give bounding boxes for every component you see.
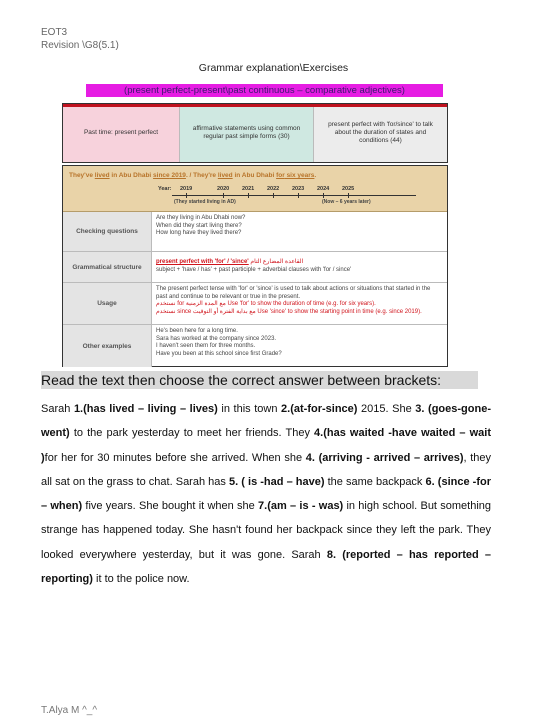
row-label: Checking questions — [63, 212, 152, 251]
banner-sentence: They've lived in Abu Dhabi since 2019. / They're lived in Abu Dhabi for six years. — [69, 172, 317, 179]
paragraph-text: in this town — [217, 403, 282, 415]
exercise-paragraph — [41, 397, 491, 591]
page-title: Grammar explanation\Exercises — [198, 62, 349, 74]
exercise-heading: Read the text then choose the correct answer between brackets: — [41, 371, 478, 389]
answer-choice: 7.(am – is - was) — [258, 500, 344, 513]
highlight-band: (present perfect-present\past continuous – comparative adjectives) — [86, 84, 443, 97]
paragraph-text: it to the police now. — [92, 573, 190, 586]
timeline-axis — [172, 195, 416, 196]
paragraph-text: five years. She bought it when she — [82, 500, 259, 513]
purple-table — [62, 103, 448, 163]
purple-cell-1: Past time: present perfect — [63, 104, 180, 162]
row-label: Other examples — [63, 325, 152, 367]
answer-choice: 4.(has waited -have waited – wait ) — [41, 427, 491, 464]
paragraph-text: to the park yesterday to meet her friends. They — [69, 427, 315, 440]
example-banner — [63, 166, 447, 212]
header-line1: EOT3 — [41, 27, 68, 38]
timeline-note-right: (Now – 6 years later) — [322, 199, 371, 205]
row-content: present perfect with 'for' / 'since' القاعدة المضارع التام subject + 'have / has' + past participle + adverbial clauses with 'for / since' — [156, 259, 352, 273]
answer-choice: 5. ( is -had – have) — [229, 475, 325, 488]
row-content: Are they living in Abu Dhabi now? When did they start living there? How long have they lived there? — [156, 215, 246, 236]
timeline-note-left: (They started living in AD) — [174, 199, 236, 205]
answer-choice: 6. (since -for – when) — [41, 475, 491, 513]
timeline-year: 2022 — [267, 186, 280, 192]
paragraph-text: Sarah — [41, 403, 74, 415]
row-content: The present perfect tense with 'for' or 'since' is used to talk about actions or situations that started in the past and continue to be relevant or true in the present. نستخدم for مع المدة الزمنية Use 'for' to show the duration of time (e.g. for six years). نستخدم since مع بداية الفترة أو التوقيت Use 'since' to show the starting point in time (e.g. since 2019). — [156, 286, 431, 315]
header-line2: Revision \G8(5.1) — [41, 40, 119, 51]
timeline-label: Year: — [158, 186, 172, 192]
answer-choice: 2.(at-for-since) — [281, 403, 358, 415]
paragraph-text: for her for 30 minutes before she arrived. When she — [44, 451, 306, 464]
table-top-border — [63, 104, 447, 107]
paragraph-text: 2015. She — [357, 403, 416, 415]
purple-cell-3: present perfect with 'for/since' to talk about the duration of states and conditions (44) — [314, 104, 447, 162]
info-table — [62, 165, 448, 367]
answer-choice: 4. (arriving - arrived – arrives) — [305, 451, 464, 464]
row-usage — [63, 283, 447, 325]
answer-choice: 3. (goes-gone-went) — [41, 403, 491, 440]
structure-title: present perfect with 'for' / 'since' — [156, 259, 249, 265]
row-label: Usage — [63, 283, 152, 324]
row-grammatical-structure — [63, 252, 447, 283]
timeline-year: 2025 — [342, 186, 355, 192]
footer-signature: T.Alya M ^_^ — [41, 705, 98, 716]
answer-choice: 8. (reported – has reported – reporting) — [41, 548, 492, 586]
row-label: Grammatical structure — [63, 252, 152, 282]
timeline-year: 2019 — [180, 186, 193, 192]
row-checking-questions — [63, 212, 447, 252]
paragraph-text: , they all sat on the grass to chat. Sarah has — [41, 451, 492, 488]
paragraph-text: in high school. But something strange has happened today. She hasn't found her backpack since they left the park. They looked everywhere yesterday, but it was gone. Sarah — [41, 500, 491, 561]
timeline-year: 2020 — [217, 186, 230, 192]
purple-cell-2: affirmative statements using common regular past simple forms (30) — [180, 104, 314, 162]
timeline-year: 2023 — [292, 186, 305, 192]
timeline-year: 2024 — [317, 186, 330, 192]
timeline — [158, 186, 418, 208]
timeline-year: 2021 — [242, 186, 255, 192]
row-content: He's been here for a long time. Sara has worked at the company since 2023. I haven't seen them for three months. Have you been at this school since first Grade? — [156, 328, 282, 357]
structure-arabic: القاعدة المضارع التام — [250, 259, 304, 265]
paragraph-text: the same backpack — [324, 475, 426, 488]
answer-choice: 1.(has lived – living – lives) — [73, 403, 218, 415]
row-other-examples — [63, 325, 447, 367]
